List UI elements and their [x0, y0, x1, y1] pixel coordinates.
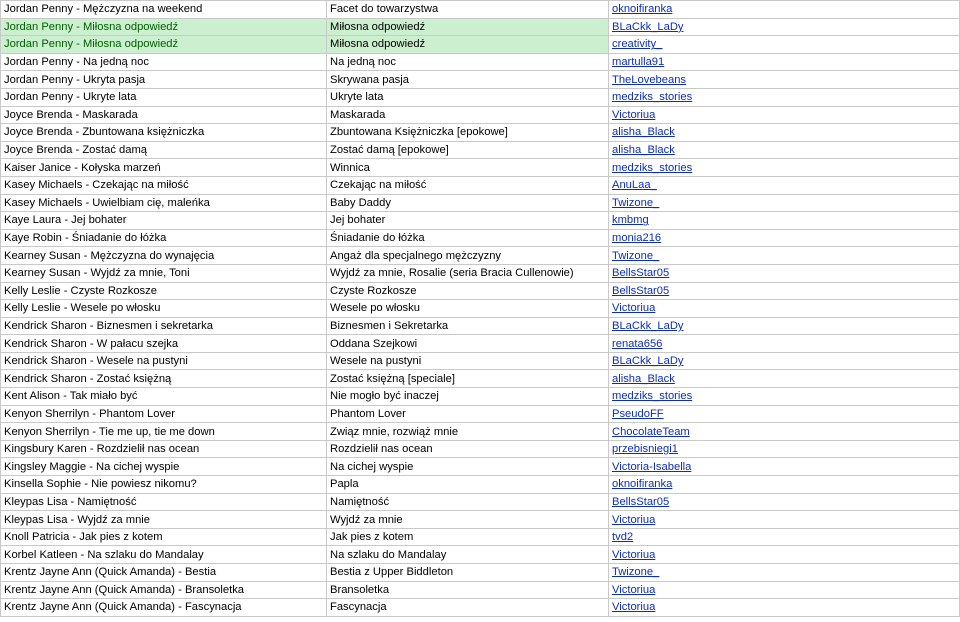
book-title-cell[interactable] — [1, 212, 327, 230]
table-row — [1, 440, 960, 458]
book-title-cell[interactable] — [1, 528, 327, 546]
book-title-cell[interactable] — [1, 335, 327, 353]
table-row — [1, 458, 960, 476]
book-title-cell[interactable] — [1, 599, 327, 617]
user-cell[interactable] — [609, 300, 960, 318]
user-link[interactable]: ChocolateTeam — [612, 425, 690, 438]
original-title-cell[interactable] — [327, 88, 609, 106]
book-title: Kendrick Sharon - W pałacu szejka — [4, 337, 179, 350]
table-row — [1, 194, 960, 212]
original-title-cell[interactable] — [327, 564, 609, 582]
original-title-cell[interactable] — [327, 1, 609, 19]
book-title-cell[interactable] — [1, 264, 327, 282]
book-title: Krentz Jayne Ann (Quick Amanda) - Fascynacja — [4, 601, 242, 614]
table-row — [1, 476, 960, 494]
original-title: Wyjdź za mnie — [330, 513, 403, 526]
book-title-cell[interactable] — [1, 282, 327, 300]
original-title-cell[interactable] — [327, 458, 609, 476]
table-row — [1, 352, 960, 370]
original-title: Rozdzielił nas ocean — [330, 443, 433, 456]
book-title: Kelly Leslie - Czyste Rozkosze — [4, 284, 157, 297]
user-cell[interactable] — [609, 194, 960, 212]
user-link[interactable]: Twizone_ — [612, 566, 660, 579]
table-row — [1, 388, 960, 406]
book-title-cell[interactable] — [1, 511, 327, 529]
book-title-cell[interactable] — [1, 370, 327, 388]
user-cell[interactable] — [609, 388, 960, 406]
user-link[interactable]: Twizone_ — [612, 196, 660, 209]
book-title: Kearney Susan - Mężczyzna do wynajęcia — [4, 249, 215, 262]
original-title-cell[interactable] — [327, 352, 609, 370]
user-cell[interactable] — [609, 476, 960, 494]
book-title: Kinsella Sophie - Nie powiesz nikomu? — [4, 478, 197, 491]
book-title-cell[interactable] — [1, 546, 327, 564]
user-link[interactable]: kmbmg — [612, 214, 649, 227]
book-title: Jordan Penny - Miłosna odpowiedź — [4, 38, 179, 51]
original-title-cell[interactable] — [327, 124, 609, 142]
original-title-cell[interactable] — [327, 388, 609, 406]
book-title: Joyce Brenda - Maskarada — [4, 108, 138, 121]
user-link[interactable]: martulla91 — [612, 56, 665, 69]
original-title-cell[interactable] — [327, 71, 609, 89]
original-title: Namiętność — [330, 495, 390, 508]
original-title-cell[interactable] — [327, 159, 609, 177]
user-link[interactable]: Twizone_ — [612, 249, 660, 262]
book-title-cell[interactable] — [1, 352, 327, 370]
user-cell[interactable] — [609, 88, 960, 106]
user-cell[interactable] — [609, 370, 960, 388]
original-title-cell[interactable] — [327, 212, 609, 230]
original-title: Baby Daddy — [330, 196, 391, 209]
book-title: Krentz Jayne Ann (Quick Amanda) - Bransoletka — [4, 583, 245, 596]
table-row — [1, 405, 960, 423]
book-title-cell[interactable] — [1, 581, 327, 599]
book-title-cell[interactable] — [1, 247, 327, 265]
original-title: Na jedną noc — [330, 56, 396, 69]
original-title-cell[interactable] — [327, 141, 609, 159]
original-title-cell[interactable] — [327, 176, 609, 194]
user-link[interactable]: Victoriua — [612, 302, 656, 315]
book-title-cell[interactable] — [1, 106, 327, 124]
book-title: Kent Alison - Tak miało być — [4, 390, 138, 403]
original-title-cell[interactable] — [327, 282, 609, 300]
user-cell[interactable] — [609, 493, 960, 511]
table-row — [1, 53, 960, 71]
user-link[interactable]: medziks_stories — [612, 91, 693, 104]
table-body — [1, 1, 960, 617]
original-title: Bransoletka — [330, 583, 390, 596]
table-row — [1, 581, 960, 599]
user-link[interactable]: AnuLaa_ — [612, 179, 657, 192]
book-title: Jordan Penny - Ukryte lata — [4, 91, 137, 104]
user-link[interactable]: BellsStar05 — [612, 495, 670, 508]
book-title-cell[interactable] — [1, 493, 327, 511]
user-link[interactable]: Victoriua — [612, 601, 656, 614]
user-cell[interactable] — [609, 36, 960, 54]
table-row — [1, 370, 960, 388]
user-link[interactable]: Victoria-Isabella — [612, 460, 692, 473]
book-title: Kasey Michaels - Czekając na miłość — [4, 179, 189, 192]
original-title: Winnica — [330, 161, 370, 174]
table-row — [1, 229, 960, 247]
user-cell[interactable] — [609, 18, 960, 36]
original-title-cell[interactable] — [327, 300, 609, 318]
user-cell[interactable] — [609, 282, 960, 300]
table-row — [1, 300, 960, 318]
book-title: Jordan Penny - Ukryta pasja — [4, 73, 146, 86]
book-title: Kleypas Lisa - Wyjdź za mnie — [4, 513, 151, 526]
user-link[interactable]: PseudoFF — [612, 407, 664, 420]
user-cell[interactable] — [609, 229, 960, 247]
table-row — [1, 317, 960, 335]
table-row — [1, 247, 960, 265]
user-cell[interactable] — [609, 546, 960, 564]
original-title: Fascynacja — [330, 601, 387, 614]
table-row — [1, 546, 960, 564]
book-title-cell[interactable] — [1, 124, 327, 142]
original-title-cell[interactable] — [327, 247, 609, 265]
original-title: Papla — [330, 478, 359, 491]
original-title: Skrywana pasja — [330, 73, 409, 86]
book-title: Kendrick Sharon - Wesele na pustyni — [4, 355, 188, 368]
table-row — [1, 564, 960, 582]
book-title-cell[interactable] — [1, 564, 327, 582]
book-title-cell[interactable] — [1, 458, 327, 476]
table-row — [1, 176, 960, 194]
user-cell[interactable] — [609, 528, 960, 546]
user-link[interactable]: Victoriua — [612, 548, 656, 561]
book-title: Jordan Penny - Mężczyzna na weekend — [4, 3, 203, 16]
user-cell[interactable] — [609, 106, 960, 124]
book-title: Kleypas Lisa - Namiętność — [4, 495, 137, 508]
original-title: Wesele po włosku — [330, 302, 420, 315]
user-link[interactable]: medziks_stories — [612, 161, 693, 174]
user-cell[interactable] — [609, 71, 960, 89]
book-title: Kenyon Sherrilyn - Phantom Lover — [4, 407, 176, 420]
book-title: Joyce Brenda - Zbuntowana księżniczka — [4, 126, 205, 139]
table-row — [1, 212, 960, 230]
book-title: Joyce Brenda - Zostać damą — [4, 144, 148, 157]
table-row — [1, 264, 960, 282]
user-link[interactable]: oknoifiranka — [612, 3, 673, 16]
user-link[interactable]: BellsStar05 — [612, 267, 670, 280]
user-cell[interactable] — [609, 440, 960, 458]
original-title: Czyste Rozkosze — [330, 284, 417, 297]
original-title-cell[interactable] — [327, 264, 609, 282]
book-title: Kingsley Maggie - Na cichej wyspie — [4, 460, 180, 473]
book-title-cell[interactable] — [1, 423, 327, 441]
book-title: Jordan Penny - Na jedną noc — [4, 56, 149, 69]
user-link[interactable]: BLaCkk_LaDy — [612, 20, 684, 33]
original-title-cell[interactable] — [327, 581, 609, 599]
original-title: Miłosna odpowiedź — [330, 20, 426, 33]
user-cell[interactable] — [609, 599, 960, 617]
original-title-cell[interactable] — [327, 317, 609, 335]
book-title-cell[interactable] — [1, 1, 327, 19]
original-title: Jej bohater — [330, 214, 386, 227]
table-row — [1, 599, 960, 617]
original-title: Związ mnie, rozwiąż mnie — [330, 425, 459, 438]
book-title: Krentz Jayne Ann (Quick Amanda) - Bestia — [4, 566, 217, 579]
original-title-cell[interactable] — [327, 18, 609, 36]
user-cell[interactable] — [609, 141, 960, 159]
table-row — [1, 141, 960, 159]
original-title: Oddana Szejkowi — [330, 337, 418, 350]
user-cell[interactable] — [609, 1, 960, 19]
original-title: Czekając na miłość — [330, 179, 427, 192]
original-title: Miłosna odpowiedź — [330, 38, 426, 51]
original-title: Facet do towarzystwa — [330, 3, 439, 16]
original-title-cell[interactable] — [327, 36, 609, 54]
book-title-cell[interactable] — [1, 388, 327, 406]
user-link[interactable]: Victoriua — [612, 583, 656, 596]
book-title-cell[interactable] — [1, 159, 327, 177]
user-cell[interactable] — [609, 53, 960, 71]
original-title-cell[interactable] — [327, 106, 609, 124]
table-row — [1, 1, 960, 19]
user-cell[interactable] — [609, 405, 960, 423]
original-title-cell[interactable] — [327, 370, 609, 388]
book-title: Kenyon Sherrilyn - Tie me up, tie me down — [4, 425, 215, 438]
user-link[interactable]: Victoriua — [612, 513, 656, 526]
original-title-cell[interactable] — [327, 528, 609, 546]
user-link[interactable]: Victoriua — [612, 108, 656, 121]
book-title: Kasey Michaels - Uwielbiam cię, maleńka — [4, 196, 210, 209]
original-title-cell[interactable] — [327, 476, 609, 494]
book-title-cell[interactable] — [1, 440, 327, 458]
table-row — [1, 159, 960, 177]
table-row — [1, 423, 960, 441]
original-title: Wyjdź za mnie, Rosalie (seria Bracia Cullenowie) — [330, 267, 574, 280]
original-title: Phantom Lover — [330, 407, 406, 420]
table-row — [1, 528, 960, 546]
book-title: Kelly Leslie - Wesele po włosku — [4, 302, 161, 315]
user-cell[interactable] — [609, 511, 960, 529]
table-row — [1, 71, 960, 89]
book-title-cell[interactable] — [1, 300, 327, 318]
original-title-cell[interactable] — [327, 423, 609, 441]
original-title-cell[interactable] — [327, 194, 609, 212]
book-title-cell[interactable] — [1, 18, 327, 36]
user-link[interactable]: tvd2 — [612, 531, 634, 544]
original-title-cell[interactable] — [327, 493, 609, 511]
user-link[interactable]: medziks_stories — [612, 390, 693, 403]
user-cell[interactable] — [609, 247, 960, 265]
book-title-cell[interactable] — [1, 36, 327, 54]
original-title: Maskarada — [330, 108, 386, 121]
original-title: Zostać damą [epokowe] — [330, 144, 449, 157]
user-link[interactable]: przebisniegi1 — [612, 443, 678, 456]
user-link[interactable]: renata656 — [612, 337, 663, 350]
user-cell[interactable] — [609, 317, 960, 335]
user-cell[interactable] — [609, 564, 960, 582]
original-title-cell[interactable] — [327, 53, 609, 71]
original-title: Ukryte lata — [330, 91, 384, 104]
user-cell[interactable] — [609, 581, 960, 599]
user-link[interactable]: alisha_Black — [612, 372, 675, 385]
table-row — [1, 106, 960, 124]
user-cell[interactable] — [609, 212, 960, 230]
original-title: Nie mogło być inaczej — [330, 390, 439, 403]
table-row — [1, 335, 960, 353]
original-title: Na cichej wyspie — [330, 460, 414, 473]
user-cell[interactable] — [609, 124, 960, 142]
original-title: Biznesmen i Sekretarka — [330, 319, 449, 332]
table-row — [1, 493, 960, 511]
user-link[interactable]: TheLovebeans — [612, 73, 687, 86]
original-title-cell[interactable] — [327, 511, 609, 529]
original-title: Na szlaku do Mandalay — [330, 548, 447, 561]
book-title: Knoll Patricia - Jak pies z kotem — [4, 531, 163, 544]
book-title-cell[interactable] — [1, 71, 327, 89]
book-title: Jordan Penny - Miłosna odpowiedź — [4, 20, 179, 33]
book-title: Kingsbury Karen - Rozdzielił nas ocean — [4, 443, 200, 456]
user-link[interactable]: monia216 — [612, 232, 662, 245]
table-row — [1, 18, 960, 36]
book-title: Kendrick Sharon - Biznesmen i sekretarka — [4, 319, 213, 332]
book-title-cell[interactable] — [1, 317, 327, 335]
book-title-cell[interactable] — [1, 229, 327, 247]
original-title: Jak pies z kotem — [330, 531, 414, 544]
user-cell[interactable] — [609, 335, 960, 353]
user-link[interactable]: BLaCkk_LaDy — [612, 319, 684, 332]
table-row — [1, 88, 960, 106]
user-link[interactable]: alisha_Black — [612, 144, 675, 157]
book-title: Kearney Susan - Wyjdź za mnie, Toni — [4, 267, 190, 280]
user-link[interactable]: alisha_Black — [612, 126, 675, 139]
user-cell[interactable] — [609, 423, 960, 441]
book-title: Kaiser Janice - Kołyska marzeń — [4, 161, 161, 174]
original-title: Wesele na pustyni — [330, 355, 422, 368]
original-title: Śniadanie do łóżka — [330, 232, 425, 245]
table-row — [1, 282, 960, 300]
book-title: Kendrick Sharon - Zostać księżną — [4, 372, 172, 385]
original-title-cell[interactable] — [327, 546, 609, 564]
table-row — [1, 124, 960, 142]
user-cell[interactable] — [609, 458, 960, 476]
user-cell[interactable] — [609, 352, 960, 370]
original-title-cell[interactable] — [327, 229, 609, 247]
table-row — [1, 36, 960, 54]
original-title-cell[interactable] — [327, 599, 609, 617]
original-title: Angaż dla specjalnego mężczyzny — [330, 249, 502, 262]
user-link[interactable]: BellsStar05 — [612, 284, 670, 297]
book-title: Korbel Katleen - Na szlaku do Mandalay — [4, 548, 204, 561]
book-title-cell[interactable] — [1, 405, 327, 423]
original-title: Zbuntowana Księżniczka [epokowe] — [330, 126, 508, 139]
user-cell[interactable] — [609, 159, 960, 177]
user-link[interactable]: oknoifiranka — [612, 478, 673, 491]
book-title-cell[interactable] — [1, 476, 327, 494]
book-title-cell[interactable] — [1, 53, 327, 71]
book-title: Kaye Robin - Śniadanie do łóżka — [4, 232, 167, 245]
original-title-cell[interactable] — [327, 440, 609, 458]
original-title-cell[interactable] — [327, 405, 609, 423]
user-link[interactable]: BLaCkk_LaDy — [612, 355, 684, 368]
user-cell[interactable] — [609, 176, 960, 194]
user-link[interactable]: creativity_ — [612, 38, 663, 51]
book-title-cell[interactable] — [1, 176, 327, 194]
original-title: Zostać księżną [speciale] — [330, 372, 455, 385]
original-title: Bestia z Upper Biddleton — [330, 566, 454, 579]
original-title-cell[interactable] — [327, 335, 609, 353]
book-title-cell[interactable] — [1, 88, 327, 106]
table-row — [1, 511, 960, 529]
user-cell[interactable] — [609, 264, 960, 282]
book-title-cell[interactable] — [1, 194, 327, 212]
book-title-cell[interactable] — [1, 141, 327, 159]
book-title: Kaye Laura - Jej bohater — [4, 214, 127, 227]
